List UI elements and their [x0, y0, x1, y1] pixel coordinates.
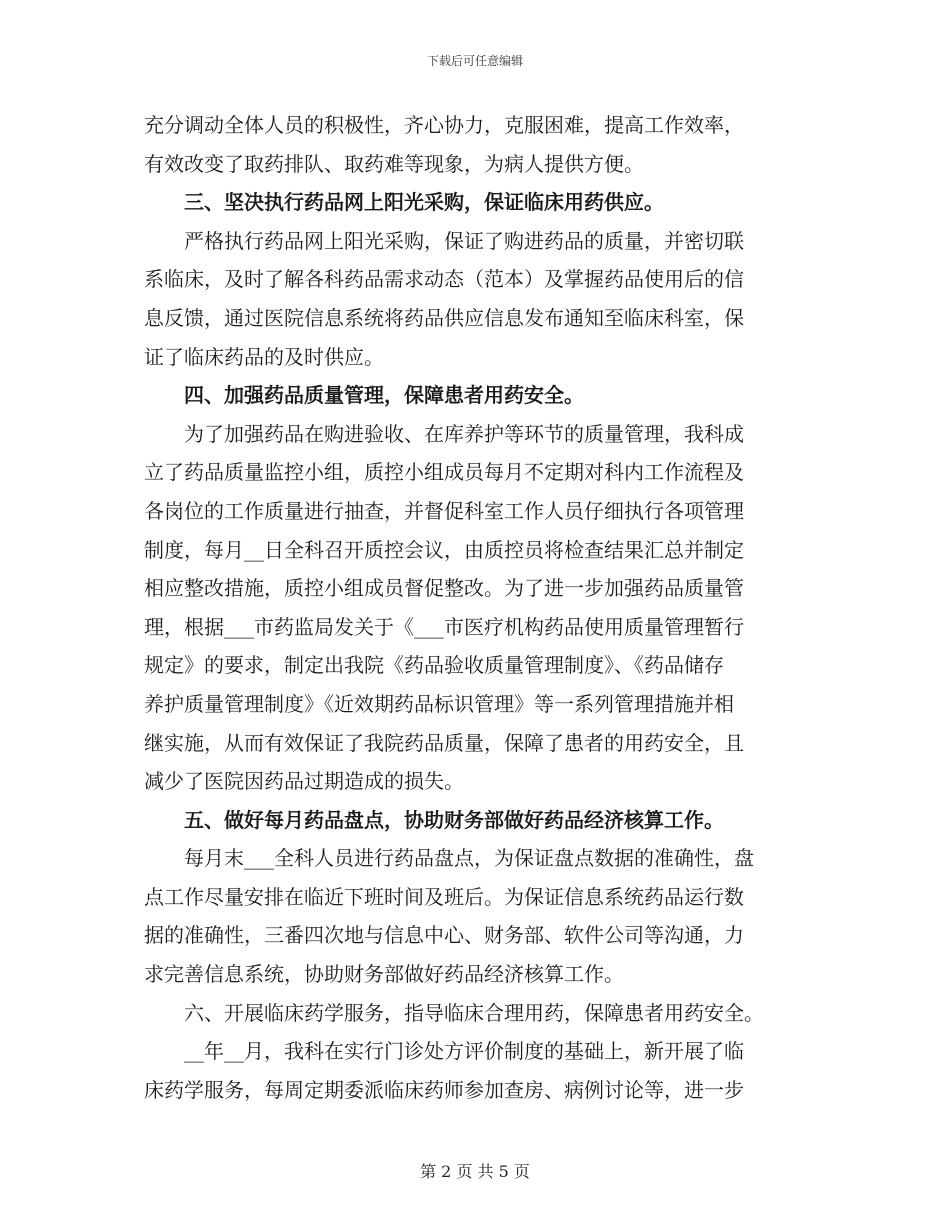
- paragraph-line: 养护质量管理制度》《近效期药品标识管理》等一系列管理措施并相: [144, 691, 734, 716]
- section-heading: 四、加强药品质量管理，保障患者用药安全。: [184, 383, 584, 408]
- section-heading: 三、坚决执行药品网上阳光采购，保证临床用药供应。: [184, 190, 664, 215]
- paragraph-line: 求完善信息系统，协助财务部做好药品经济核算工作。: [144, 962, 624, 987]
- paragraph-line: 充分调动全体人员的积极性，齐心协力，克服困难，提高工作效率，: [144, 113, 744, 137]
- paragraph-line: __年__月，我科在实行门诊处方评价制度的基础上，新开展了临: [184, 1039, 744, 1064]
- section-heading: 五、做好每月药品盘点，协助财务部做好药品经济核算工作。: [184, 807, 724, 832]
- paragraph-line: 有效改变了取药排队、取药难等现象，为病人提供方便。: [144, 151, 644, 176]
- paragraph-line: 立了药品质量监控小组，质控小组成员每月不定期对科内工作流程及: [144, 460, 744, 485]
- document-body: [144, 106, 804, 1109]
- paragraph-line: 六、开展临床药学服务，指导临床合理用药，保障患者用药安全。: [184, 1000, 764, 1025]
- paragraph-line: 制度，每月__日全科召开质控会议，由质控员将检查结果汇总并制定: [144, 537, 744, 562]
- paragraph-line: 理，根据___市药监局发关于《___市医疗机构药品使用质量管理暂行: [144, 614, 744, 639]
- page-footer: 第 2 页 共 5 页: [420, 1162, 530, 1181]
- paragraph-line: 点工作尽量安排在临近下班时间及班后。为保证信息系统药品运行数: [144, 884, 744, 909]
- paragraph-line: 继实施，从而有效保证了我院药品质量，保障了患者的用药安全，且: [144, 730, 744, 755]
- paragraph-line: 严格执行药品网上阳光采购，保证了购进药品的质量，并密切联: [184, 228, 744, 253]
- paragraph-line: 系临床，及时了解各科药品需求动态（范本）及掌握药品使用后的信: [144, 267, 744, 292]
- paragraph-line: 各岗位的工作质量进行抽查，并督促科室工作人员仔细执行各项管理: [144, 498, 744, 523]
- page-header: 下载后可任意编辑: [426, 54, 523, 68]
- paragraph-line: 规定》的要求，制定出我院《药品验收质量管理制度》、《药品储存: [144, 653, 724, 678]
- paragraph-line: 相应整改措施，质控小组成员督促整改。为了进一步加强药品质量管: [144, 576, 744, 601]
- paragraph-line: 床药学服务，每周定期委派临床药师参加查房、病例讨论等，进一步: [144, 1077, 744, 1102]
- paragraph-line: 为了加强药品在购进验收、在库养护等环节的质量管理，我科成: [184, 421, 744, 446]
- paragraph-line: 据的准确性，三番四次地与信息中心、财务部、软件公司等沟通，力: [144, 923, 744, 948]
- paragraph-line: 息反馈，通过医院信息系统将药品供应信息发布通知至临床科室，保: [144, 305, 744, 330]
- paragraph-line: 证了临床药品的及时供应。: [144, 344, 384, 369]
- paragraph-line: 减少了医院因药品过期造成的损失。: [144, 769, 464, 794]
- paragraph-line: 每月末___全科人员进行药品盘点，为保证盘点数据的准确性，盘: [184, 846, 754, 871]
